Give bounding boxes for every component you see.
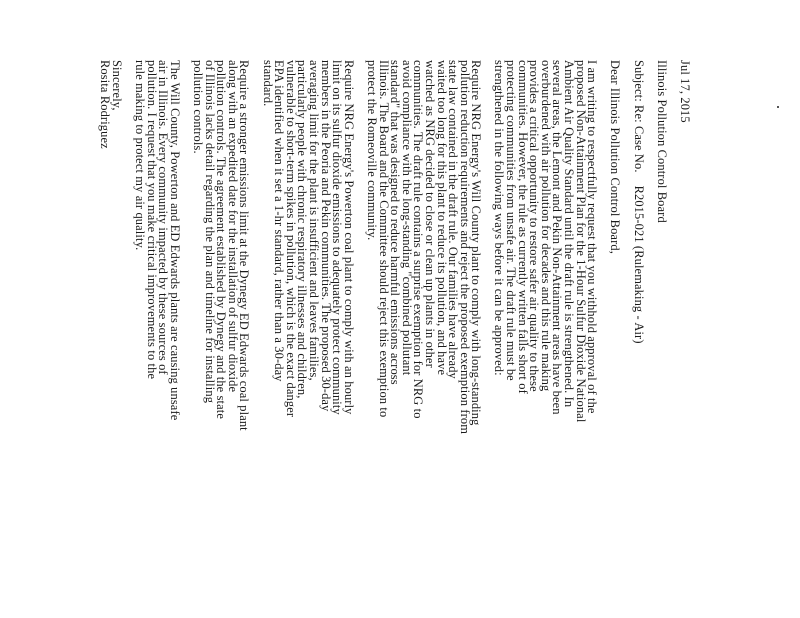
text-line: EPA identified when it set a 1-hr standard, rather than a 30-day (272, 60, 287, 382)
text-line: watched as NRG decided to close or clean up plants in other (422, 60, 437, 368)
text-line: limit on its sulfur dioxide emissions to adequately protect community (330, 60, 345, 415)
text-line: communities. However, the rule as currently written falls short of (515, 60, 530, 394)
text-line: pollution. I request that you make critical improvements to the (144, 60, 159, 380)
text-line: several areas, the Lemont and Pekin Non-Attainment areas have been (550, 60, 565, 415)
text-line: protecting communities from unsafe air. The draft rule must be (504, 60, 519, 381)
text-line: provides a critical opportunity to restore safer air quality to these (527, 60, 542, 392)
text-line: waited too long for this plant to reduce its pollution, and have (434, 60, 449, 376)
text-line: state law contained in the draft rule. Our families have already (446, 60, 461, 379)
paragraph-ed-edwards (191, 60, 252, 618)
text-line: Require NRG Energy's Will County plant to comply with long-standing (469, 60, 484, 426)
text-line: pollution controls. (191, 60, 206, 154)
letter-recipient: Illinois Pollution Control Board (654, 60, 669, 223)
text-line: air in Illinois. Every community impacted by these sources of (156, 60, 171, 375)
text-line: The Will County, Powerton and ED Edwards plants are causing unsafe (167, 60, 182, 421)
letter-date: Jul 17, 2015 (678, 60, 692, 123)
letter-subject: Subject: Re: Case No. R2015-021 (Rulemaking - Air) (631, 60, 646, 344)
text-line: proposed Non-Attainment Plan for the 1-Hour Sulfur Dioxide National (573, 60, 588, 423)
text-line: standard. (260, 60, 275, 107)
text-line: Illinois. The Board and the Committee should reject this exemption to (376, 60, 391, 418)
text-line: protect the Romeoville community. (364, 60, 379, 241)
text-line: I am writing to respectfully request that you withhold approval of the (585, 60, 600, 414)
text-line: strengthened in the following ways before it can be approved: (492, 60, 507, 376)
paragraph-will-county (364, 60, 484, 618)
text-line: rule making to protect my air quality. (133, 60, 148, 251)
text-line: overburdened with air pollution for decades and this rule making (538, 60, 553, 392)
text-line: vulnerable to short-term spikes in pollution, which is the exact danger (283, 60, 298, 418)
text-line: standard" that was designed to reduce harmful emissions across (388, 60, 403, 385)
text-line: Ambient Air Quality Standard until the draft rule is strengthened. In (562, 60, 577, 408)
letter-signature: Rosita Rodriguez (98, 60, 113, 149)
letter-closing: Sincerely, (109, 60, 124, 111)
text-line: avoid compliance with the long-standing "combined pollutant (399, 60, 414, 376)
letter-salutation: Dear Illinois Pollution Control Board, (608, 60, 623, 254)
text-line: pollution reduction requirements and reject the proposed exemption from (457, 60, 472, 435)
text-line: Require a stronger emissions limit at the Dynegy ED Edwards coal plant (237, 60, 252, 431)
text-line: pollution controls. The agreement established by Dynegy and the state (214, 60, 229, 420)
paragraph-intro (492, 60, 600, 618)
paragraph-conclusion (134, 60, 180, 618)
text-line: Require NRG Energy's Powerton coal plant to comply with an hourly (341, 60, 356, 415)
text-line: averaging limit for the plant is insufficient and leaves families, (307, 60, 321, 381)
text-line: along with an expedited date for the installation of sulfur dioxide (225, 60, 240, 393)
letter-body (99, 60, 690, 618)
text-line: of Illinois lacks detail regarding the plan and timeline for installing (202, 60, 217, 404)
scan-speck (777, 106, 779, 108)
text-line: communities. The draft rule contains a surprise exemption for NRG to (411, 60, 426, 419)
text-line: particularly people with chronic respiratory illnesses and children, (295, 60, 310, 399)
text-line: members in the Peoria and Pekin communities. The proposed 30-day (318, 60, 333, 412)
paragraph-powerton (261, 60, 354, 618)
